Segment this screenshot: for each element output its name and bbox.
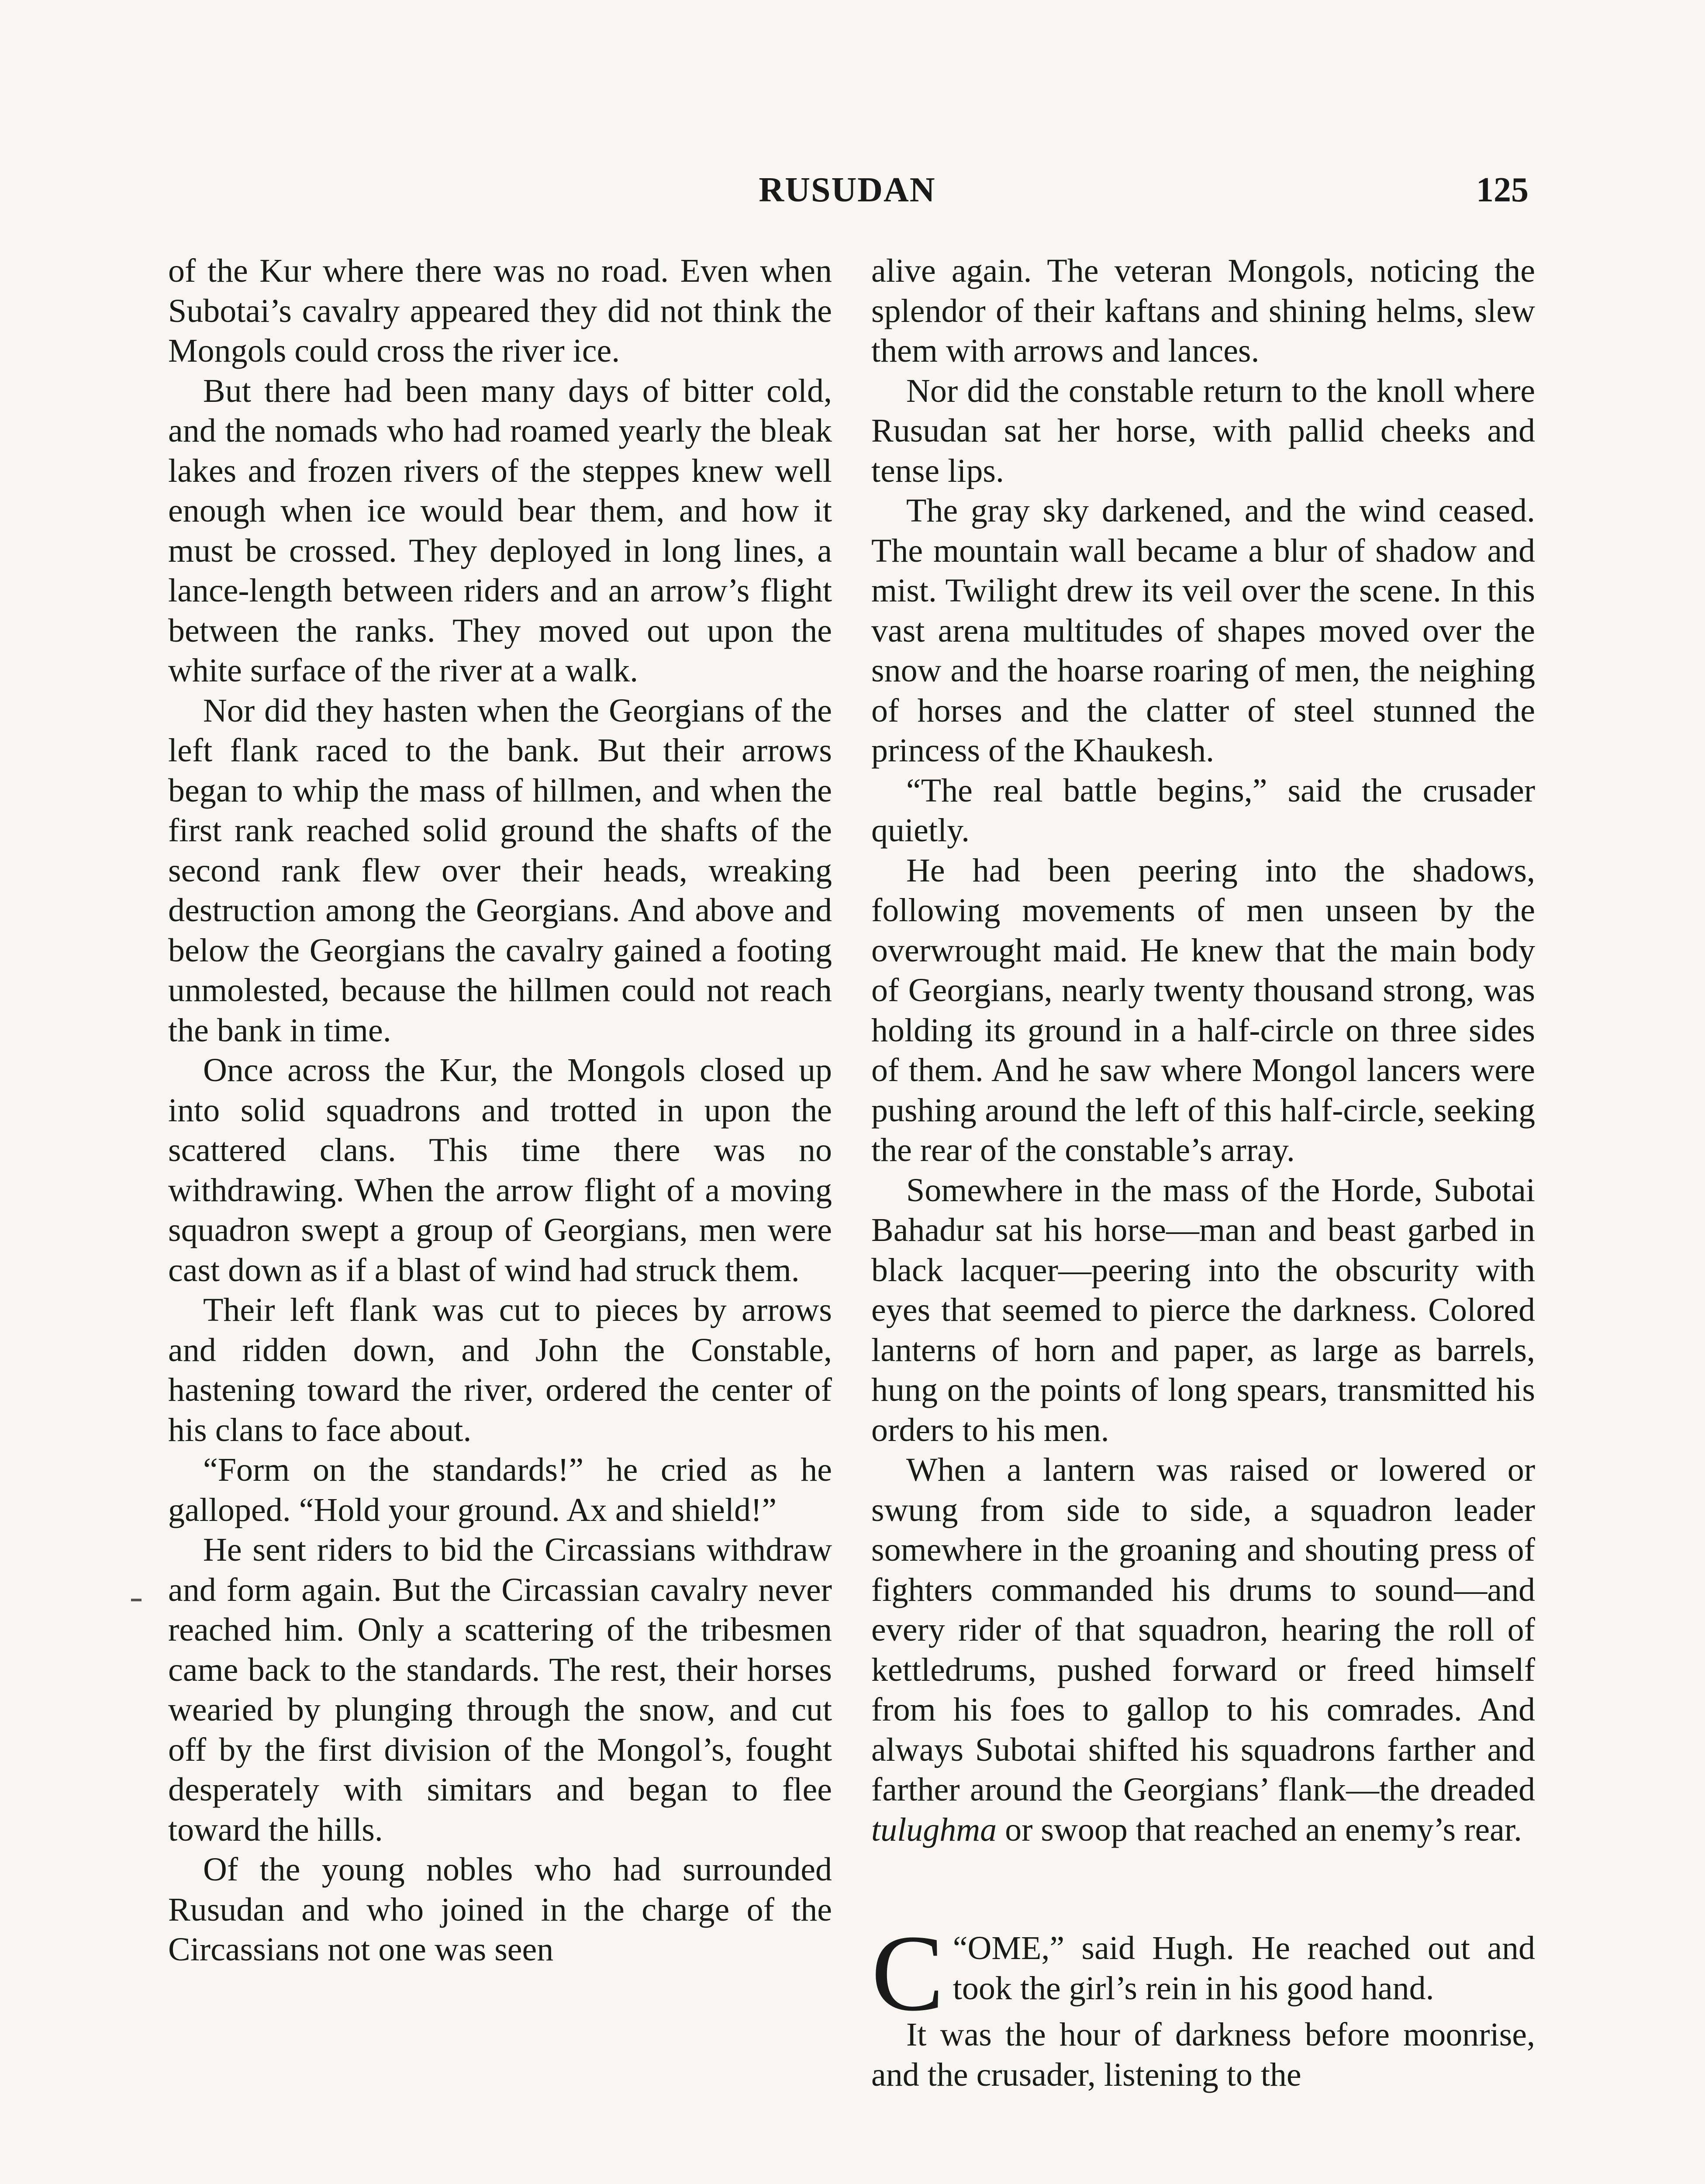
- paragraph: The gray sky darkened, and the wind ceased. The mountain wall became a blur of shadow and mist. Twilight drew its veil over the scene. In this vast arena multitudes of shapes moved over the snow and the hoarse roaring of men, the neighing of horses and the clatter of steel stunned the princess of the Khaukesh.: [871, 492, 1535, 769]
- paragraph: Nor did they hasten when the Georgians of the left flank raced to the bank. But their arrows began to whip the mass of hillmen, and when the first rank reached solid ground the shafts of the second rank flew over their heads, wreaking destruction among the Georgians. And above and below the Georgians the cavalry gained a footing unmolested, because the hillmen could not reach the bank in time.: [168, 692, 832, 1049]
- paragraph: [871, 1450, 1535, 1850]
- page-header: [166, 170, 1529, 218]
- section-opening: [871, 1913, 1535, 2034]
- paragraph: “The real battle begins,” said the crusader quietly.: [871, 772, 1535, 849]
- opening-quote: “: [953, 1930, 968, 1966]
- paragraph: Somewhere in the mass of the Horde, Subotai Bahadur sat his horse—man and beast garbed in black lacquer—peering into the obscurity with eyes that seemed to pierce the darkness. Colored lanterns of horn and paper, as large as barrels, hung on the points of long spears, transmitted his orders to his men.: [871, 1171, 1535, 1448]
- italic-term: tulughma: [871, 1811, 997, 1848]
- drop-cap: C: [871, 1913, 944, 2034]
- paragraph-text: When a lantern was raised or lowered or swung from side to side, a squadron leader somewhere in the groaning and shouting press of fighters commanded his drums to sound—and every rider of that squadron, hearing the roll of kettledrums, pushed forward or freed himself from his foes to gallop to his comrades. And always Subotai shifted his squadrons farther and farther around the Georgians’ flank—the dreaded: [871, 1451, 1535, 1808]
- running-head: RUSUDAN: [759, 171, 936, 209]
- paragraph: But there had been many days of bitter cold, and the nomads who had roamed yearly the bleak lakes and frozen rivers of the steppes knew well enough when ice would bear them, and how it must be crossed. They deployed in long lines, a lance-length between riders and an arrow’s flight between the ranks. They moved out upon the white surface of the river at a walk.: [168, 372, 832, 689]
- paragraph: It was the hour of darkness before moonrise, and the crusader, listening to the: [871, 2016, 1535, 2093]
- paragraph: alive again. The veteran Mongols, noticing the splendor of their kaftans and shining helms, slew them with arrows and lances.: [871, 252, 1535, 369]
- paragraph-text: or swoop that reached an enemy’s rear.: [997, 1811, 1522, 1848]
- paragraph-text: ” said Hugh. He reached out and took the girl’s rein in his good hand.: [953, 1930, 1535, 2007]
- paragraph: He sent riders to bid the Circassians withdraw and form again. But the Circassian cavalry never reached him. Only a scattering of the tribesmen came back to the standards. The rest, their horses wearied by plunging through the snow, and cut off by the first division of the Mongol’s, fought desperately with simitars and began to flee toward the hills.: [168, 1531, 832, 1848]
- paragraph: Of the young nobles who had surrounded Rusudan and who joined in the charge of the Circassians not one was seen: [168, 1851, 832, 1968]
- smallcaps-lead: OME,: [967, 1930, 1050, 1966]
- left-column: [168, 251, 832, 1970]
- paragraph: He had been peering into the shadows, following movements of men unseen by the overwrought maid. He knew that the main body of Georgians, nearly twenty thousand strong, was holding its ground in a half-circle on three sides of them. And he saw where Mongol lancers were pushing around the left of this half-circle, seeking the rear of the constable’s array.: [871, 852, 1535, 1168]
- right-column: [871, 251, 1535, 2095]
- paragraph: Their left flank was cut to pieces by arrows and ridden down, and John the Constable, hastening toward the river, ordered the center of his clans to face about.: [168, 1292, 832, 1448]
- margin-mark: [131, 1599, 142, 1601]
- page-number: 125: [1476, 171, 1529, 209]
- paragraph: of the Kur where there was no road. Even when Subotai’s cavalry appeared they did not think the Mongols could cross the river ice.: [168, 252, 832, 369]
- paragraph: Nor did the constable return to the knoll where Rusudan sat her horse, with pallid cheeks and tense lips.: [871, 372, 1535, 489]
- paragraph: Once across the Kur, the Mongols closed up into solid squadrons and trotted in upon the scattered clans. This time there was no withdrawing. When the arrow flight of a moving squadron swept a group of Georgians, men were cast down as if a blast of wind had struck them.: [168, 1052, 832, 1289]
- paragraph: “Form on the standards!” he cried as he galloped. “Hold your ground. Ax and shield!”: [168, 1451, 832, 1528]
